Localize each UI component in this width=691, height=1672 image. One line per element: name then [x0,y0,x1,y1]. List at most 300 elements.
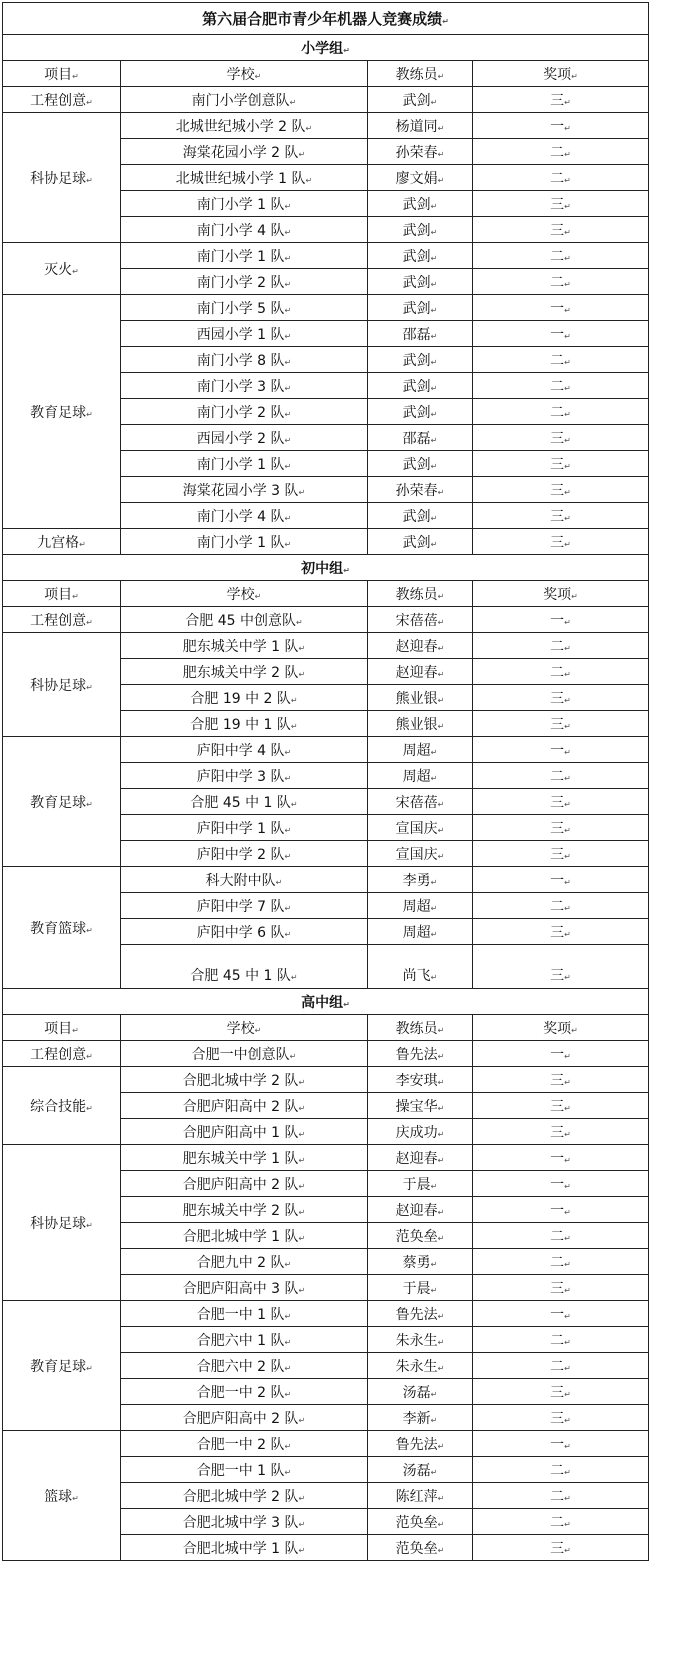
paragraph-mark-icon: ↵ [284,383,292,393]
header-row [3,1015,649,1041]
coach-name-cell [368,737,473,763]
award-level-cell [473,737,649,763]
award-level: 三 [550,534,565,551]
coach-name-cell [368,711,473,737]
school-name: 合肥 45 中创意队 [185,612,296,629]
award-level-cell [473,711,649,737]
table-row [3,243,649,269]
header-award-cell [473,61,649,87]
school-name-cell [121,139,368,165]
school-name-cell [121,789,368,815]
paragraph-mark-icon: ↵ [564,1441,571,1451]
paragraph-mark-icon: ↵ [564,773,571,783]
project-name-cell [3,737,121,867]
award-level: 三 [550,1098,565,1115]
school-name-cell [121,1275,368,1301]
coach-name: 鲁先法 [395,1046,438,1063]
paragraph-mark-icon: ↵ [86,1103,93,1113]
school-name: 西园小学 1 队 [196,326,285,343]
paragraph-mark-icon: ↵ [564,1493,571,1503]
award-level-cell [473,243,649,269]
paragraph-mark-icon: ↵ [86,925,93,935]
paragraph-mark-icon: ↵ [284,851,292,861]
paragraph-mark-icon: ↵ [430,1389,438,1399]
paragraph-mark-icon: ↵ [298,149,306,159]
school-name: 肥东城关中学 2 队 [182,664,299,681]
paragraph-mark-icon: ↵ [86,175,93,185]
table-row [3,529,649,555]
paragraph-mark-icon: ↵ [437,695,445,705]
paragraph-mark-icon: ↵ [430,201,438,211]
paragraph-mark-icon: ↵ [564,279,571,289]
paragraph-mark-icon: ↵ [564,721,571,731]
award-level: 三 [550,430,565,447]
coach-name-cell [368,1405,473,1431]
coach-name: 汤磊 [402,1384,431,1401]
award-level: 三 [550,690,565,707]
coach-name: 汤磊 [402,1462,431,1479]
award-level-cell [473,1457,649,1483]
paragraph-mark-icon: ↵ [430,513,438,523]
school-name: 南门小学创意队 [191,92,290,109]
coach-name: 鲁先法 [395,1436,438,1453]
coach-name: 武剑 [402,456,431,473]
award-level-cell [473,165,649,191]
header-school: 学校 [226,1020,255,1037]
award-level-cell [473,347,649,373]
coach-name: 李新 [402,1410,431,1427]
school-name: 合肥 19 中 2 队 [190,690,291,707]
school-name: 南门小学 1 队 [196,248,285,265]
table-row [3,607,649,633]
coach-name-cell [368,399,473,425]
award-level-cell [473,763,649,789]
award-level: 二 [550,638,565,655]
award-level: 一 [550,612,565,629]
coach-name-cell [368,1171,473,1197]
coach-name-cell [368,893,473,919]
award-level-cell [473,1119,649,1145]
group-title-cell [3,989,649,1015]
paragraph-mark-icon: ↵ [571,71,578,81]
award-level-cell [473,789,649,815]
school-name: 合肥一中 1 队 [196,1462,285,1479]
table-row [3,1041,649,1067]
paragraph-mark-icon: ↵ [437,1337,445,1347]
award-level: 二 [550,248,565,265]
school-name-cell [121,763,368,789]
coach-name-cell [368,269,473,295]
paragraph-mark-icon: ↵ [564,903,571,913]
paragraph-mark-icon: ↵ [343,565,350,575]
coach-name-cell [368,919,473,945]
coach-name-cell [368,1223,473,1249]
paragraph-mark-icon: ↵ [564,1311,571,1321]
paragraph-mark-icon: ↵ [430,539,438,549]
award-level: 三 [550,482,565,499]
project-name: 灭火 [44,261,73,278]
paragraph-mark-icon: ↵ [72,1025,79,1035]
award-level: 三 [550,92,565,109]
award-level-cell [473,1483,649,1509]
school-name-cell [121,1483,368,1509]
award-level-cell [473,867,649,893]
award-level-cell [473,633,649,659]
school-name: 南门小学 5 队 [196,300,285,317]
paragraph-mark-icon: ↵ [289,1051,297,1061]
header-coach-cell [368,61,473,87]
coach-name: 周超 [402,768,431,785]
award-level-cell [473,399,649,425]
paragraph-mark-icon: ↵ [86,1220,93,1230]
paragraph-mark-icon: ↵ [430,1467,438,1477]
group-title-cell [3,35,649,61]
school-name-cell [121,815,368,841]
paragraph-mark-icon: ↵ [437,1155,445,1165]
coach-name: 范奂垒 [395,1540,438,1557]
paragraph-mark-icon: ↵ [86,409,93,419]
coach-name: 武剑 [402,92,431,109]
paragraph-mark-icon: ↵ [289,97,297,107]
paragraph-mark-icon: ↵ [72,1493,79,1503]
coach-name: 宋蓓蓓 [395,794,438,811]
table-row [3,1067,649,1093]
project-name-cell [3,529,121,555]
school-name-cell [121,737,368,763]
award-level-cell [473,841,649,867]
paragraph-mark-icon: ↵ [430,877,438,887]
paragraph-mark-icon: ↵ [564,1181,571,1191]
award-level: 三 [550,1410,565,1427]
table-row [3,633,649,659]
paragraph-mark-icon: ↵ [430,747,438,757]
paragraph-mark-icon: ↵ [437,71,445,81]
coach-name-cell [368,659,473,685]
paragraph-mark-icon: ↵ [284,201,292,211]
project-name: 科协足球 [30,677,87,694]
award-level: 二 [550,378,565,395]
project-name-cell [3,1145,121,1301]
coach-name: 范奂垒 [395,1228,438,1245]
paragraph-mark-icon: ↵ [430,973,438,982]
results-table-body [3,3,649,1561]
coach-name-cell [368,1353,473,1379]
paragraph-mark-icon: ↵ [564,97,571,107]
paragraph-mark-icon: ↵ [284,1259,292,1269]
award-level: 三 [550,968,565,984]
paragraph-mark-icon: ↵ [564,1285,571,1295]
coach-name-cell [368,1119,473,1145]
coach-name: 宣国庆 [395,820,438,837]
paragraph-mark-icon: ↵ [284,1311,292,1321]
paragraph-mark-icon: ↵ [564,617,571,627]
paragraph-mark-icon: ↵ [430,435,438,445]
award-level: 一 [550,1046,565,1063]
school-name-cell [121,945,368,989]
paragraph-mark-icon: ↵ [564,539,571,549]
project-name-cell [3,87,121,113]
paragraph-mark-icon: ↵ [564,227,571,237]
header-row [3,581,649,607]
coach-name: 朱永生 [395,1332,438,1349]
paragraph-mark-icon: ↵ [564,383,571,393]
award-level: 一 [550,1150,565,1167]
paragraph-mark-icon: ↵ [290,973,298,982]
coach-name-cell [368,607,473,633]
paragraph-mark-icon: ↵ [437,591,445,601]
paragraph-mark-icon: ↵ [284,773,292,783]
award-level-cell [473,607,649,633]
paragraph-mark-icon: ↵ [564,435,571,445]
school-name: 南门小学 2 队 [196,404,285,421]
project-name: 工程创意 [30,92,87,109]
paragraph-mark-icon: ↵ [564,253,571,263]
project-name-cell [3,1301,121,1431]
award-level-cell [473,1249,649,1275]
coach-name-cell [368,243,473,269]
paragraph-mark-icon: ↵ [430,253,438,263]
coach-name-cell [368,1431,473,1457]
project-name-cell [3,1041,121,1067]
coach-name-cell [368,165,473,191]
award-level: 二 [550,170,565,187]
coach-name: 熊业银 [395,690,438,707]
table-title-cell [3,3,649,35]
paragraph-mark-icon: ↵ [437,643,445,653]
coach-name: 孙荣春 [395,144,438,161]
paragraph-mark-icon: ↵ [564,1415,571,1425]
paragraph-mark-icon: ↵ [437,1311,445,1321]
school-name-cell [121,113,368,139]
award-level: 二 [550,664,565,681]
award-level: 一 [550,872,565,889]
award-level: 二 [550,1514,565,1531]
school-name: 南门小学 1 队 [196,456,285,473]
coach-name: 鲁先法 [395,1306,438,1323]
paragraph-mark-icon: ↵ [564,1467,571,1477]
paragraph-mark-icon: ↵ [564,487,571,497]
table-row [3,113,649,139]
award-level-cell [473,373,649,399]
paragraph-mark-icon: ↵ [571,591,578,601]
paragraph-mark-icon: ↵ [437,799,445,809]
paragraph-mark-icon: ↵ [564,1233,571,1243]
award-level: 二 [550,404,565,421]
paragraph-mark-icon: ↵ [298,1493,306,1503]
paragraph-mark-icon: ↵ [298,1181,306,1191]
award-level: 一 [550,1202,565,1219]
coach-name-cell [368,191,473,217]
paragraph-mark-icon: ↵ [430,1259,438,1269]
paragraph-mark-icon: ↵ [343,45,350,55]
school-name: 合肥庐阳高中 3 队 [182,1280,299,1297]
school-name: 肥东城关中学 1 队 [182,638,299,655]
coach-name: 武剑 [402,274,431,291]
coach-name-cell [368,139,473,165]
award-level-cell [473,1145,649,1171]
coach-name: 武剑 [402,404,431,421]
paragraph-mark-icon: ↵ [86,617,93,627]
school-name-cell [121,1223,368,1249]
award-level-cell [473,425,649,451]
paragraph-mark-icon: ↵ [284,305,292,315]
school-name: 庐阳中学 3 队 [196,768,285,785]
paragraph-mark-icon: ↵ [430,1181,438,1191]
school-name: 海棠花园小学 2 队 [182,144,299,161]
coach-name: 赵迎春 [395,638,438,655]
award-level: 一 [550,1306,565,1323]
paragraph-mark-icon: ↵ [284,357,292,367]
award-level-cell [473,1353,649,1379]
school-name: 合肥一中 2 队 [196,1384,285,1401]
award-level: 三 [550,1384,565,1401]
header-coach-cell [368,1015,473,1041]
paragraph-mark-icon: ↵ [284,461,292,471]
paragraph-mark-icon: ↵ [564,669,571,679]
header-school: 学校 [226,66,255,83]
school-name-cell [121,1431,368,1457]
paragraph-mark-icon: ↵ [284,1337,292,1347]
school-name: 合肥庐阳高中 2 队 [182,1098,299,1115]
award-level: 一 [550,326,565,343]
coach-name-cell [368,841,473,867]
award-level-cell [473,1431,649,1457]
coach-name: 邵磊 [402,326,431,343]
group-title: 小学组 [301,40,344,57]
coach-name: 赵迎春 [395,1150,438,1167]
coach-name-cell [368,503,473,529]
coach-name-cell [368,945,473,989]
paragraph-mark-icon: ↵ [437,1545,445,1555]
coach-name-cell [368,217,473,243]
school-name: 庐阳中学 6 队 [196,924,285,941]
paragraph-mark-icon: ↵ [564,305,571,315]
coach-name: 朱永生 [395,1358,438,1375]
award-level-cell [473,1223,649,1249]
school-name: 肥东城关中学 1 队 [182,1150,299,1167]
paragraph-mark-icon: ↵ [564,1337,571,1347]
coach-name: 李勇 [402,872,431,889]
school-name-cell [121,1457,368,1483]
paragraph-mark-icon: ↵ [430,227,438,237]
coach-name: 陈红萍 [395,1488,438,1505]
paragraph-mark-icon: ↵ [298,1129,306,1139]
school-name: 庐阳中学 1 队 [196,820,285,837]
coach-name: 操宝华 [395,1098,438,1115]
paragraph-mark-icon: ↵ [564,877,571,887]
coach-name: 廖文娟 [395,170,438,187]
school-name: 北城世纪城小学 1 队 [175,170,306,187]
award-level-cell [473,1067,649,1093]
coach-name: 武剑 [402,196,431,213]
school-name: 合肥 45 中 1 队 [190,794,291,811]
award-level: 二 [550,768,565,785]
school-name-cell [121,399,368,425]
award-level: 一 [550,1436,565,1453]
header-coach-cell [368,581,473,607]
project-name-cell [3,1431,121,1561]
award-level: 一 [550,742,565,759]
paragraph-mark-icon: ↵ [298,1103,306,1113]
paragraph-mark-icon: ↵ [284,253,292,263]
coach-name-cell [368,1093,473,1119]
school-name: 南门小学 2 队 [196,274,285,291]
header-award-cell [473,581,649,607]
project-name: 教育足球 [30,1358,87,1375]
school-name-cell [121,1145,368,1171]
paragraph-mark-icon: ↵ [284,1467,292,1477]
coach-name: 庆成功 [395,1124,438,1141]
paragraph-mark-icon: ↵ [430,383,438,393]
school-name-cell [121,711,368,737]
paragraph-mark-icon: ↵ [564,409,571,419]
paragraph-mark-icon: ↵ [284,929,292,939]
group-title: 初中组 [301,560,344,577]
school-name-cell [121,1327,368,1353]
coach-name-cell [368,529,473,555]
paragraph-mark-icon: ↵ [437,1441,445,1451]
school-name: 南门小学 3 队 [196,378,285,395]
school-name-cell [121,373,368,399]
coach-name: 熊业银 [395,716,438,733]
project-name-cell [3,633,121,737]
school-name: 科大附中队 [205,872,276,889]
project-name-cell [3,1067,121,1145]
award-level-cell [473,1327,649,1353]
school-name-cell [121,633,368,659]
award-level: 三 [550,1280,565,1297]
paragraph-mark-icon: ↵ [254,71,262,81]
award-level-cell [473,945,649,989]
coach-name-cell [368,1275,473,1301]
award-level: 一 [550,300,565,317]
school-name: 合肥北城中学 2 队 [182,1072,299,1089]
coach-name: 李安琪 [395,1072,438,1089]
paragraph-mark-icon: ↵ [437,123,445,133]
award-level: 三 [550,794,565,811]
project-name-cell [3,243,121,295]
paragraph-mark-icon: ↵ [437,1129,445,1139]
school-name-cell [121,165,368,191]
paragraph-mark-icon: ↵ [437,1519,445,1529]
paragraph-mark-icon: ↵ [437,1493,445,1503]
coach-name-cell [368,1197,473,1223]
coach-name: 周超 [402,898,431,915]
paragraph-mark-icon: ↵ [564,1207,571,1217]
coach-name-cell [368,1041,473,1067]
paragraph-mark-icon: ↵ [72,591,79,601]
paragraph-mark-icon: ↵ [284,227,292,237]
school-name: 北城世纪城小学 2 队 [175,118,306,135]
coach-name-cell [368,815,473,841]
award-level-cell [473,451,649,477]
project-name: 工程创意 [30,612,87,629]
award-level: 二 [550,144,565,161]
paragraph-mark-icon: ↵ [437,1207,445,1217]
header-coach: 教练员 [395,1020,438,1037]
school-name: 南门小学 1 队 [196,534,285,551]
table-title: 第六届合肥市青少年机器人竞赛成绩 [202,10,443,28]
school-name-cell [121,347,368,373]
paragraph-mark-icon: ↵ [437,149,445,159]
paragraph-mark-icon: ↵ [564,513,571,523]
school-name: 合肥六中 2 队 [196,1358,285,1375]
coach-name-cell [368,1457,473,1483]
project-name-cell [3,867,121,989]
paragraph-mark-icon: ↵ [298,1077,306,1087]
paragraph-mark-icon: ↵ [430,357,438,367]
school-name-cell [121,243,368,269]
